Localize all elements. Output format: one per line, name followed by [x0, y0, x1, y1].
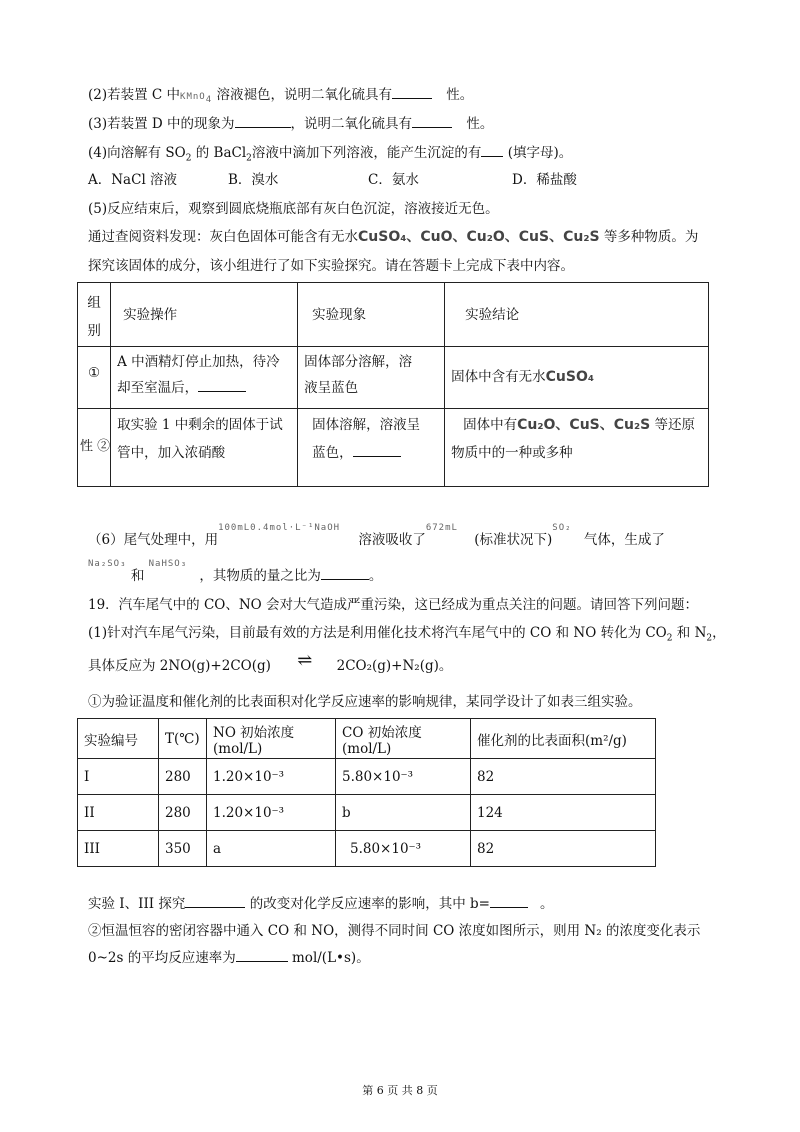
header-conclusion: 实验结论: [445, 283, 709, 347]
answer-blank[interactable]: [236, 953, 288, 962]
answer-blank[interactable]: [185, 899, 245, 908]
row-phenomenon: 固体溶解，溶液呈 蓝色，: [298, 409, 445, 487]
equilibrium-arrow-icon: ⇌: [297, 650, 313, 671]
header-group: 组别: [78, 283, 111, 347]
option-b: B．溴水: [228, 172, 279, 188]
q19-reaction: 具体反应为 2NO(g)+2CO(g) ⇌ 2CO₂(g)+N₂(g)。: [88, 650, 453, 674]
answer-blank[interactable]: [392, 86, 432, 99]
conditions-table: [77, 718, 656, 867]
q18-part4: (4)向溶解有 $SO_2$ 的 BaCl$_2$溶液中滴加下列溶液，能产生沉淀的有 (填字母)。: [88, 145, 573, 164]
q19-subq2-line1: ②恒温恒容的密闭容器中通入 CO 和 NO，测得不同时间 CO 浓度如图所示，则用 N₂ 的浓度变化表示: [88, 923, 701, 939]
q18-part3: (3)若装置 D 中的现象为 ，说明二氧化硫具有 性。: [88, 116, 494, 132]
q19-subq2-line2: 0~2s 的平均反应速率为 mol/(L•s)。: [88, 950, 370, 966]
q18-part6-line2: $^{Na_2SO_3}$ 和 $^{NaHSO_3}$ ，其物质的量之比为 。: [88, 559, 383, 584]
option-d: D．稀盐酸: [512, 172, 577, 188]
header-phenomenon: 实验现象: [298, 283, 445, 347]
q19-part1-line1: (1)针对汽车尾气污染，目前最有效的方法是利用催化技术将汽车尾气中的 CO 和 NO 转化为 $CO_2$ 和 $N_2$，: [88, 625, 726, 644]
answer-blank[interactable]: [321, 567, 369, 580]
answer-blank[interactable]: [412, 115, 452, 128]
table-row: [78, 409, 709, 487]
q19-question-line: 实验 I、III 探究 的改变对化学反应速率的影响，其中 b= 。: [88, 896, 554, 912]
q19-intro: 19．汽车尾气中的 CO、NO 会对大气造成严重污染，这已经成为重点关注的问题。请回答下列问题：: [88, 597, 699, 613]
q18-info-line2: 探究该固体的成分，该小组进行了如下实验探究。请在答题卡上完成下表中内容。: [88, 258, 574, 274]
q18-part2: (2)若装置 C 中KMnO$_4$ 溶液褪色，说明二氧化硫具有 性。: [88, 87, 474, 105]
table-row: II 280 1.20×10⁻³ b 124: [78, 795, 656, 831]
q18-info-line1: 通过查阅资料发现：灰白色固体可能含有无水CuSO₄、CuO、Cu₂O、CuS、Cu₂S 等多种物质。为: [88, 229, 699, 245]
table-row: [78, 347, 709, 409]
answer-blank[interactable]: [490, 899, 528, 908]
option-c: C．氨水: [368, 172, 419, 188]
option-a: A．NaCl 溶液: [88, 172, 178, 188]
table-header-row: 实验编号 T(℃) NO 初始浓度(mol/L) CO 初始浓度(mol/L) 催化剂的比表面积(m²/g): [78, 719, 656, 759]
q19-subq1: ①为验证温度和催化剂的比表面积对化学反应速率的影响规律，某同学设计了如表三组实验。: [88, 694, 642, 710]
answer-blank[interactable]: [198, 379, 246, 392]
table-row: I 280 1.20×10⁻³ 5.80×10⁻³ 82: [78, 759, 656, 795]
table-header-row: [78, 283, 709, 347]
experiment-table: [77, 282, 709, 487]
table-row: III 350 a 5.80×10⁻³ 82: [78, 831, 656, 867]
q18-part6-line1: （6）尾气处理中，用$^{100mL0.4mol\cdot L^{-1}NaOH}$ 溶液吸收了$^{672mL}$ (标准状况下)$^{SO_2}$ 气体，生成了: [88, 523, 665, 548]
row-operation: A 中酒精灯停止加热，待冷 却至室温后，: [111, 347, 298, 409]
row-operation: 取实验 1 中剩余的固体于试 管中，加入浓硝酸: [111, 409, 298, 487]
page-footer: 第 6 页 共 8 页: [362, 1084, 438, 1097]
row-conclusion: 固体中含有无水CuSO₄: [445, 347, 709, 409]
kmno4-formula: KMnO$_4$: [180, 92, 213, 105]
answer-blank[interactable]: [481, 144, 503, 157]
row-group: ①: [78, 347, 111, 409]
row-conclusion: 固体中有Cu₂O、CuS、Cu₂S 等还原 物质中的一种或多种: [445, 409, 709, 487]
header-operation: 实验操作: [111, 283, 298, 347]
q18-part5: (5)反应结束后，观察到圆底烧瓶底部有灰白色沉淀，溶液接近无色。: [88, 201, 499, 217]
answer-blank[interactable]: [353, 444, 401, 457]
answer-blank[interactable]: [235, 115, 291, 128]
row-phenomenon: 固体部分溶解，溶 液呈蓝色: [298, 347, 445, 409]
row-group: 性 ②: [78, 409, 111, 487]
